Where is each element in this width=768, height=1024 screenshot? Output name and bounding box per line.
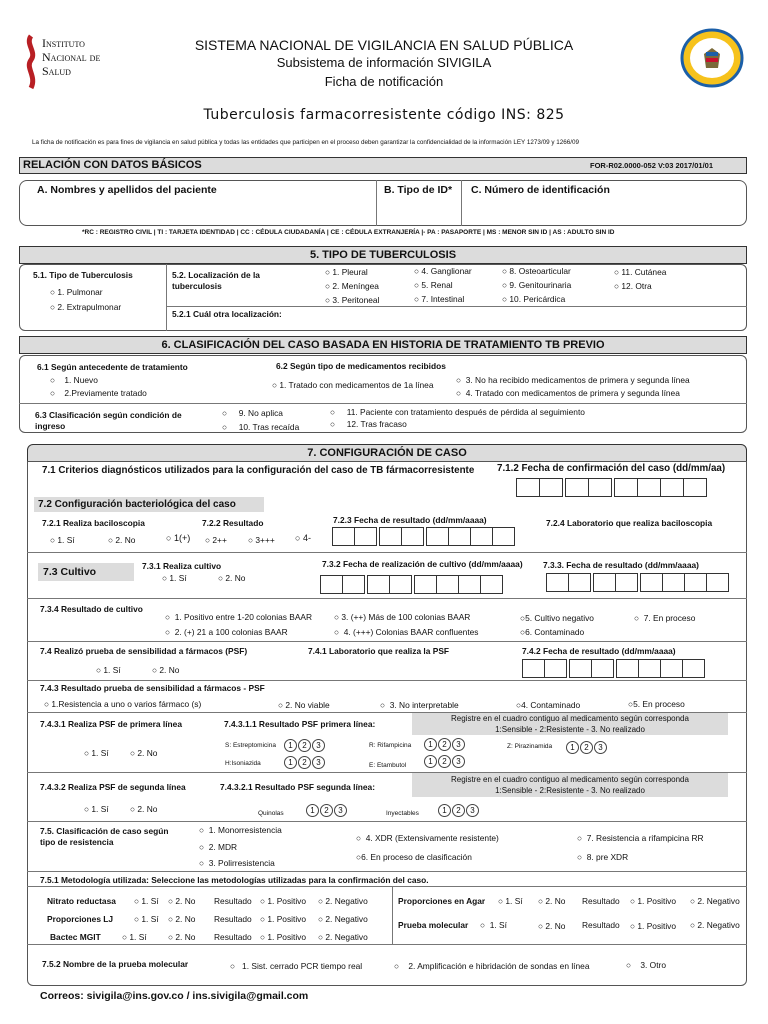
do-culture-label: 7.3.1 Realiza cultivo bbox=[142, 561, 222, 571]
treatment-history-label: 6.1 Según antecedente de tratamiento bbox=[37, 362, 188, 372]
date-cell[interactable] bbox=[683, 478, 707, 497]
date-cell[interactable] bbox=[593, 573, 616, 592]
method-name: Bactec MGIT bbox=[50, 932, 101, 942]
method-result-label: Resultado bbox=[214, 932, 252, 942]
other-location-label: 5.2.1 Cuál otra localización: bbox=[172, 309, 282, 319]
date-cell[interactable] bbox=[379, 527, 402, 546]
date-cell[interactable] bbox=[660, 659, 683, 678]
culture-opt-4[interactable]: ○ 4. (+++) Colonias BAAR confluentes bbox=[334, 627, 479, 637]
diag-criteria-label: 7.1 Criterios diagnósticos utilizados para la configuración del caso de TB fármacorresistente bbox=[42, 465, 475, 476]
res-opt-1[interactable]: ○ 1. Monorresistencia bbox=[199, 825, 282, 835]
date-cell[interactable] bbox=[546, 573, 569, 592]
method-pos[interactable]: ○ 1. Positivo bbox=[260, 914, 307, 924]
logo-line-3: Salud bbox=[42, 64, 71, 78]
opt-pleural[interactable]: ○ 1. Pleural bbox=[325, 267, 368, 277]
smear-result-1[interactable]: ○ 1(+) bbox=[166, 533, 191, 543]
molecular-result-label: Resultado bbox=[582, 920, 620, 930]
register-note-1a: Registre en el cuadro contiguo al medicamento según corresponda bbox=[451, 714, 689, 723]
logo-line-1: Instituto bbox=[42, 36, 85, 50]
psf-res-3[interactable]: ○ 3. No interpretable bbox=[380, 700, 459, 710]
opt-peritoneal[interactable]: ○ 3. Peritoneal bbox=[325, 295, 380, 305]
psf-res-1[interactable]: ○ 1.Resistencia a uno o varios fármaco (s) bbox=[44, 699, 202, 709]
date-cell[interactable] bbox=[389, 575, 412, 594]
patient-name-field[interactable] bbox=[28, 200, 368, 222]
molecular-pos[interactable]: ○ 1. Positivo bbox=[630, 921, 677, 931]
opt-previamente[interactable]: ○ 2.Previamente tratado bbox=[50, 388, 147, 398]
first-line-yes[interactable]: ○ 1. Sí bbox=[84, 748, 109, 758]
date-cell[interactable] bbox=[637, 478, 661, 497]
date-cell[interactable] bbox=[492, 527, 515, 546]
date-cell[interactable] bbox=[640, 573, 663, 592]
medication-type-label: 6.2 Según tipo de medicamentos recibidos bbox=[276, 361, 446, 371]
opt-osteoarticular[interactable]: ○ 8. Osteoarticular bbox=[502, 266, 571, 276]
psf-res-5[interactable]: ○5. En proceso bbox=[628, 699, 685, 709]
opt-cutanea[interactable]: ○ 11. Cutánea bbox=[614, 267, 667, 277]
colombia-seal bbox=[680, 28, 744, 88]
bacteriology-label: 7.2 Configuración bacteriológica del caso bbox=[38, 499, 236, 510]
culture-date-label: 7.3.2 Fecha de realización de cultivo (dd/mm/aaaa) bbox=[322, 559, 523, 569]
opt-no-aplica[interactable]: ○ 9. No aplica bbox=[222, 408, 283, 418]
subsystem-title: Subsistema de información SIVIGILA bbox=[276, 55, 492, 70]
form-title: Ficha de notificación bbox=[324, 74, 444, 89]
culture-opt-6[interactable]: ○6. Contaminado bbox=[520, 627, 585, 637]
agar-neg[interactable]: ○ 2. Negativo bbox=[690, 896, 740, 906]
date-cell[interactable] bbox=[638, 659, 661, 678]
opt-pulmonar[interactable]: ○ 1. Pulmonar bbox=[50, 287, 103, 297]
date-cell[interactable] bbox=[614, 478, 638, 497]
res-opt-3[interactable]: ○ 3. Polirresistencia bbox=[199, 858, 275, 868]
opt-genitourinaria[interactable]: ○ 9. Genitourinaria bbox=[502, 280, 572, 290]
date-cell[interactable] bbox=[320, 575, 343, 594]
smear-label: 7.2.1 Realiza baciloscopia bbox=[42, 518, 145, 528]
confirm-date-label: 7.1.2 Fecha de confirmación del caso (dd/mm/aa) bbox=[497, 463, 726, 474]
location-label: 5.2. Localización de la bbox=[172, 270, 260, 280]
confidentiality-notice: La ficha de notificación es para fines de vigilancia en salud pública y todas las entidades que participen en el proceso deben garantizar la confidencialidad de la información LEY 1273/09 y 1266/09 bbox=[32, 139, 580, 146]
drug-ethambutol: E: Etambutol bbox=[369, 762, 407, 769]
culture-result-date-label: 7.3.3. Fecha de resultado (dd/mm/aaaa) bbox=[543, 560, 699, 570]
culture-label: 7.3 Cultivo bbox=[43, 566, 97, 578]
method-result-label: Resultado bbox=[214, 914, 252, 924]
second-line-label: 7.4.3.2 Realiza PSF de segunda línea bbox=[40, 782, 186, 792]
date-cell[interactable] bbox=[539, 478, 563, 497]
date-cell[interactable] bbox=[470, 527, 493, 546]
agar-yes[interactable]: ○ 1. Sí bbox=[498, 896, 523, 906]
date-cell[interactable] bbox=[660, 478, 684, 497]
date-cell[interactable] bbox=[568, 573, 591, 592]
drug-quinolones: Quinolas bbox=[258, 810, 284, 817]
drug-rifampicin: R: Rifampicina bbox=[369, 742, 412, 749]
form-code: FOR-R02.0000-052 V:03 2017/01/01 bbox=[590, 161, 713, 170]
section5-header: 5. TIPO DE TUBERCULOSIS bbox=[19, 246, 747, 264]
psf-no[interactable]: ○ 2. No bbox=[152, 665, 180, 675]
admission-label: 6.3 Clasificación según condición de bbox=[35, 410, 182, 420]
res-opt-7[interactable]: ○ 7. Resistencia a rifampicina RR bbox=[577, 833, 704, 843]
opt-tratado-1a[interactable]: ○ 1. Tratado con medicamentos de 1a línea bbox=[272, 380, 434, 390]
opt-otra[interactable]: ○ 12. Otra bbox=[614, 281, 652, 291]
date-cell[interactable] bbox=[436, 575, 459, 594]
method-yes[interactable]: ○ 1. Sí bbox=[134, 896, 159, 906]
date-cell[interactable] bbox=[480, 575, 503, 594]
patient-name-label: A. Nombres y apellidos del paciente bbox=[37, 184, 217, 196]
opt-perdida[interactable]: ○ 11. Paciente con tratamiento después de pérdida al seguimiento bbox=[330, 407, 585, 417]
tb-type-label: 5.1. Tipo de Tuberculosis bbox=[33, 270, 133, 280]
method-neg[interactable]: ○ 2. Negativo bbox=[318, 896, 368, 906]
method-agar: Proporciones en Agar bbox=[398, 896, 486, 906]
res-opt-8[interactable]: ○ 8. pre XDR bbox=[577, 852, 629, 862]
methodology-label: 7.5.1 Metodología utilizada: Seleccione las metodologías utilizadas para la confirmación del caso. bbox=[40, 875, 429, 885]
method-no[interactable]: ○ 2. No bbox=[168, 896, 196, 906]
method-no[interactable]: ○ 2. No bbox=[168, 932, 196, 942]
culture-yes[interactable]: ○ 1. Sí bbox=[162, 573, 187, 583]
opt-nuevo[interactable]: ○ 1. Nuevo bbox=[50, 375, 98, 385]
date-cell[interactable] bbox=[706, 573, 729, 592]
date-cell[interactable] bbox=[569, 659, 592, 678]
agar-pos[interactable]: ○ 1. Positivo bbox=[630, 896, 677, 906]
culture-no[interactable]: ○ 2. No bbox=[218, 573, 246, 583]
method-yes[interactable]: ○ 1. Sí bbox=[122, 932, 147, 942]
date-cell[interactable] bbox=[682, 659, 705, 678]
method-name: Proporciones LJ bbox=[47, 914, 114, 924]
smear-result-label: 7.2.2 Resultado bbox=[202, 518, 264, 528]
date-cell[interactable] bbox=[544, 659, 567, 678]
opt-meningea[interactable]: ○ 2. Meníngea bbox=[325, 281, 379, 291]
res-opt-6[interactable]: ○6. En proceso de clasificación bbox=[356, 852, 472, 862]
psf-date-label: 7.4.2 Fecha de resultado (dd/mm/aaaa) bbox=[522, 646, 676, 656]
location-label-2: tuberculosis bbox=[172, 281, 222, 291]
second-line-yes[interactable]: ○ 1. Sí bbox=[84, 804, 109, 814]
agar-result-label: Resultado bbox=[582, 896, 620, 906]
circles-streptomycin[interactable]: 1 2 3 bbox=[284, 739, 326, 752]
opt-tratado-1y2[interactable]: ○ 4. Tratado con medicamentos de primera y segunda línea bbox=[456, 388, 680, 398]
method-no[interactable]: ○ 2. No bbox=[168, 914, 196, 924]
opt-intestinal[interactable]: ○ 7. Intestinal bbox=[414, 294, 465, 304]
opt-pericardica[interactable]: ○ 10. Pericárdica bbox=[502, 294, 566, 304]
first-line-no[interactable]: ○ 2. No bbox=[130, 748, 158, 758]
psf-yes[interactable]: ○ 1. Sí bbox=[96, 665, 121, 675]
mol-test-3[interactable]: ○ 3. Otro bbox=[626, 960, 666, 970]
smear-yes[interactable]: ○ 1. Sí bbox=[50, 535, 75, 545]
drug-pyrazinamide: Z: Pirazinamida bbox=[507, 743, 553, 750]
psf-lab-label: 7.4.1 Laboratorio que realiza la PSF bbox=[308, 646, 450, 656]
psf-result-label: 7.4.3 Resultado prueba de sensibilidad a fármacos - PSF bbox=[40, 683, 265, 693]
smear-result-4[interactable]: ○ 4- bbox=[295, 533, 311, 543]
resistance-label-2: tipo de resistencia bbox=[40, 837, 114, 847]
circles-quinolones[interactable]: 1 2 3 bbox=[306, 804, 348, 817]
agar-no[interactable]: ○ 2. No bbox=[538, 896, 566, 906]
culture-opt-1[interactable]: ○ 1. Positivo entre 1-20 colonias BAAR bbox=[165, 612, 313, 622]
section7-header: 7. CONFIGURACIÓN DE CASO bbox=[27, 444, 747, 462]
register-note-1b: 1:Sensible - 2:Resistente - 3. No realizado bbox=[495, 725, 645, 734]
date-cell[interactable] bbox=[401, 527, 424, 546]
id-number-field[interactable] bbox=[468, 200, 742, 222]
second-line-result-label: 7.4.3.2.1 Resultado PSF segunda línea: bbox=[220, 782, 375, 792]
logo-line-2: Nacional de bbox=[42, 50, 101, 64]
smear-result-2[interactable]: ○ 2++ bbox=[205, 535, 227, 545]
first-line-result-label: 7.4.3.1.1 Resultado PSF primera línea: bbox=[224, 719, 376, 729]
circles-ethambutol[interactable]: 1 2 3 bbox=[424, 755, 466, 768]
molecular-no[interactable]: ○ 2. No bbox=[538, 921, 566, 931]
drug-injectables: Inyectables bbox=[386, 810, 419, 817]
culture-opt-7[interactable]: ○ 7. En proceso bbox=[634, 613, 696, 623]
mol-test-1[interactable]: ○ 1. Sist. cerrado PCR tiempo real bbox=[230, 961, 363, 971]
register-note-2a: Registre en el cuadro contiguo al medicamento según corresponda bbox=[451, 775, 689, 784]
molecular-yes[interactable]: ○ 1. Sí bbox=[480, 920, 507, 930]
admission-label-2: ingreso bbox=[35, 421, 66, 431]
molecular-test-label: 7.5.2 Nombre de la prueba molecular bbox=[42, 959, 189, 969]
res-opt-4[interactable]: ○ 4. XDR (Extensivamente resistente) bbox=[356, 833, 499, 843]
id-number-label: C. Número de identificación bbox=[471, 184, 610, 196]
date-cell[interactable] bbox=[516, 478, 540, 497]
opt-recaida[interactable]: ○ 10. Tras recaída bbox=[222, 422, 300, 432]
method-neg[interactable]: ○ 2. Negativo bbox=[318, 914, 368, 924]
date-cell[interactable] bbox=[522, 659, 545, 678]
ins-logo-mark bbox=[24, 34, 38, 90]
date-cell[interactable] bbox=[616, 659, 639, 678]
method-molecular: Prueba molecular bbox=[398, 920, 469, 930]
date-cell[interactable] bbox=[426, 527, 449, 546]
opt-ganglionar[interactable]: ○ 4. Ganglionar bbox=[414, 266, 472, 276]
ins-logo bbox=[24, 30, 116, 94]
culture-result-label: 7.3.4 Resultado de cultivo bbox=[40, 604, 143, 614]
res-opt-2[interactable]: ○ 2. MDR bbox=[199, 842, 238, 852]
method-yes[interactable]: ○ 1. Sí bbox=[134, 914, 159, 924]
resistance-label: 7.5. Clasificación de caso según bbox=[40, 826, 169, 836]
mol-test-2[interactable]: ○ 2. Amplificación e hibridación de sondas en línea bbox=[394, 961, 590, 971]
register-note-2b: 1:Sensible - 2:Resistente - 3. No realizado bbox=[495, 786, 645, 795]
circles-isoniazid[interactable]: 1 2 3 bbox=[284, 756, 326, 769]
first-line-label: 7.4.3.1 Realiza PSF de primera línea bbox=[40, 719, 182, 729]
section6-header: 6. CLASIFICACIÓN DEL CASO BASADA EN HISTORIA DE TRATAMIENTO TB PREVIO bbox=[19, 336, 747, 354]
footer-emails: Correos: sivigila@ins.gov.co / ins.sivigila@gmail.com bbox=[40, 990, 309, 1002]
smear-no[interactable]: ○ 2. No bbox=[108, 535, 136, 545]
basic-data-title: RELACIÓN CON DATOS BÁSICOS bbox=[23, 159, 202, 171]
id-legend: *RC : REGISTRO CIVIL | TI : TARJETA IDENTIDAD | CC : CÉDULA CIUDADANÍA | CE : CÉDULA EXTRANJERÍA |- PA : PASAPORTE | MS : MENOR SIN ID | AS : ADULTO SIN ID bbox=[82, 229, 615, 236]
circles-pyrazinamide[interactable]: 1 2 3 bbox=[566, 741, 608, 754]
drug-streptomycin: S: Estreptomicina bbox=[225, 742, 276, 749]
date-cell[interactable] bbox=[448, 527, 471, 546]
date-cell[interactable] bbox=[591, 659, 614, 678]
smear-date-label: 7.2.3 Fecha de resultado (dd/mm/aaaa) bbox=[333, 515, 487, 525]
smear-result-3[interactable]: ○ 3+++ bbox=[248, 535, 275, 545]
date-cell[interactable] bbox=[588, 478, 612, 497]
date-cell[interactable] bbox=[414, 575, 437, 594]
circles-rifampicin[interactable]: 1 2 3 bbox=[424, 738, 466, 751]
date-cell[interactable] bbox=[458, 575, 481, 594]
method-neg[interactable]: ○ 2. Negativo bbox=[318, 932, 368, 942]
culture-opt-2[interactable]: ○ 2. (+) 21 a 100 colonias BAAR bbox=[165, 627, 288, 637]
second-line-no[interactable]: ○ 2. No bbox=[130, 804, 158, 814]
id-type-field[interactable] bbox=[382, 200, 456, 222]
opt-extrapulmonar[interactable]: ○ 2. Extrapulmonar bbox=[50, 302, 122, 312]
date-cell[interactable] bbox=[662, 573, 685, 592]
date-cell[interactable] bbox=[367, 575, 390, 594]
document-title: Tuberculosis farmacorresistente código INS: 825 bbox=[203, 107, 565, 123]
date-cell[interactable] bbox=[354, 527, 377, 546]
culture-opt-5[interactable]: ○5. Cultivo negativo bbox=[520, 613, 594, 623]
system-title: SISTEMA NACIONAL DE VIGILANCIA EN SALUD PÚBLICA bbox=[194, 37, 574, 53]
psf-res-4[interactable]: ○4. Contaminado bbox=[516, 700, 581, 710]
date-cell[interactable] bbox=[342, 575, 365, 594]
method-name: Nitrato reductasa bbox=[47, 896, 116, 906]
opt-fracaso[interactable]: ○ 12. Tras fracaso bbox=[330, 419, 407, 429]
psf-res-2[interactable]: ○ 2. No viable bbox=[278, 700, 330, 710]
date-cell[interactable] bbox=[565, 478, 589, 497]
circles-injectables[interactable]: 1 2 3 bbox=[438, 804, 480, 817]
psf-label: 7.4 Realizó prueba de sensibilidad a fármacos (PSF) bbox=[40, 646, 248, 656]
date-cell[interactable] bbox=[615, 573, 638, 592]
id-type-label: B. Tipo de ID* bbox=[384, 184, 453, 196]
opt-renal[interactable]: ○ 5. Renal bbox=[414, 280, 453, 290]
opt-no-recibido[interactable]: ○ 3. No ha recibido medicamentos de primera y segunda línea bbox=[456, 375, 690, 385]
drug-isoniazid: H:Isoniazida bbox=[225, 760, 261, 767]
seal-icon bbox=[680, 28, 744, 88]
method-pos[interactable]: ○ 1. Positivo bbox=[260, 896, 307, 906]
molecular-neg[interactable]: ○ 2. Negativo bbox=[690, 920, 740, 930]
culture-opt-3[interactable]: ○ 3. (++) Más de 100 colonias BAAR bbox=[334, 612, 471, 622]
smear-lab-label: 7.2.4 Laboratorio que realiza baciloscopia bbox=[546, 518, 713, 528]
method-result-label: Resultado bbox=[214, 896, 252, 906]
date-cell[interactable] bbox=[332, 527, 355, 546]
date-cell[interactable] bbox=[684, 573, 707, 592]
method-pos[interactable]: ○ 1. Positivo bbox=[260, 932, 307, 942]
